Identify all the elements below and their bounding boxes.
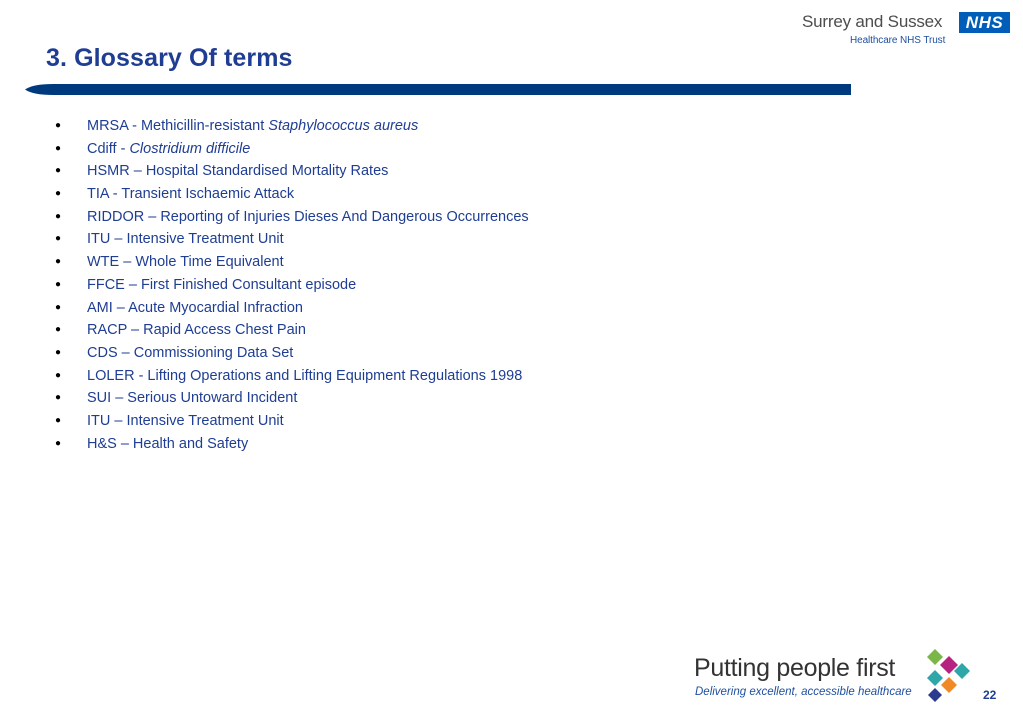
bullet-icon: ●	[55, 142, 62, 154]
glossary-item-wte	[52, 251, 529, 274]
bullet-icon: ●	[55, 165, 62, 177]
bullet-icon: ●	[55, 414, 62, 426]
glossary-term: LOLER - Lifting Operations and Lifting Equipment Regulations 1998	[87, 367, 523, 384]
glossary-item-ffce	[52, 274, 529, 297]
bullet-icon: ●	[55, 233, 62, 245]
glossary-term-italic: Staphylococcus aureus	[268, 118, 419, 134]
bullet-icon: ●	[55, 392, 62, 404]
glossary-term: WTE – Whole Time Equivalent	[87, 254, 284, 271]
bullet-icon: ●	[55, 346, 62, 358]
glossary-term: RIDDOR – Reporting of Injuries Dieses And Dangerous Occurrences	[87, 208, 529, 225]
glossary-term-italic: Clostridium difficile	[129, 140, 251, 157]
bullet-icon: ●	[55, 437, 62, 449]
glossary-item-hs	[52, 433, 529, 456]
glossary-item-riddor	[52, 206, 529, 229]
bullet-icon: ●	[55, 210, 62, 222]
glossary-item-ami	[52, 297, 529, 320]
glossary-item-hsmr	[52, 160, 529, 183]
bullet-icon: ●	[55, 188, 62, 200]
putting-people-first-logo	[694, 648, 974, 704]
glossary-term: Cdiff -	[87, 140, 130, 157]
bullet-icon: ●	[55, 278, 62, 290]
glossary-item-itu	[52, 228, 529, 251]
glossary-item-racp	[52, 319, 529, 342]
bullet-icon: ●	[55, 301, 62, 313]
glossary-list	[52, 115, 529, 455]
diamond-cluster-icon	[926, 648, 972, 704]
glossary-term: CDS – Commissioning Data Set	[87, 344, 294, 361]
org-name: Surrey and Sussex	[802, 12, 943, 31]
glossary-term: SUI – Serious Untoward Incident	[87, 390, 298, 407]
glossary-term: MRSA - Methicillin-resistant	[87, 118, 269, 134]
glossary-term: TIA - Transient Ischaemic Attack	[87, 186, 295, 203]
glossary-item-tia	[52, 183, 529, 206]
tagline-subtitle: Delivering excellent, accessible healthcare	[695, 686, 912, 698]
bullet-icon: ●	[55, 324, 62, 336]
surrey-sussex-nhs-logo	[802, 8, 1012, 50]
tagline: Putting people first	[694, 654, 896, 682]
bullet-icon: ●	[55, 256, 62, 268]
glossary-item-sui	[52, 387, 529, 410]
slide-title: 3. Glossary Of terms	[46, 44, 293, 72]
glossary-term: ITU – Intensive Treatment Unit	[87, 412, 284, 429]
nhs-badge: NHS	[959, 12, 1010, 33]
glossary-term: HSMR – Hospital Standardised Mortality Rates	[87, 163, 389, 180]
org-subtitle: Healthcare NHS Trust	[850, 35, 946, 46]
page-number: 22	[983, 688, 997, 702]
glossary-term: ITU – Intensive Treatment Unit	[87, 231, 284, 248]
glossary-term: AMI – Acute Myocardial Infraction	[87, 299, 303, 316]
glossary-item-cdiff	[52, 138, 529, 161]
glossary-term: FFCE – First Finished Consultant episode	[87, 276, 357, 293]
glossary-term: H&S – Health and Safety	[87, 435, 249, 452]
glossary-item-loler	[52, 365, 529, 388]
glossary-item-cds	[52, 342, 529, 365]
glossary-term: RACP – Rapid Access Chest Pain	[87, 322, 306, 339]
bullet-icon: ●	[55, 369, 62, 381]
bullet-icon: ●	[55, 120, 62, 131]
glossary-item-mrsa	[52, 115, 529, 138]
glossary-item-itu-2	[52, 410, 529, 433]
